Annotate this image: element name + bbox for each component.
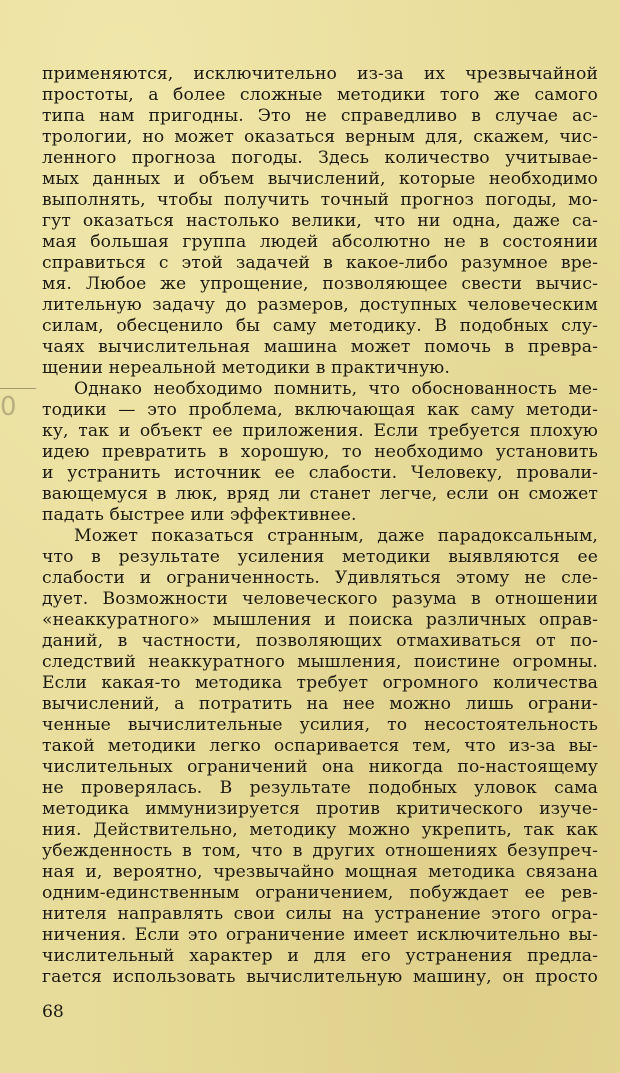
text-line: Если какая-то методика требует огромного количества [42, 673, 598, 693]
text-line: трологии, но может оказаться верным для, скажем, чис- [42, 127, 598, 147]
text-line: числительных ограничений она никогда по-настоящему [42, 757, 598, 777]
body-text [42, 64, 598, 988]
text-line: дует. Возможности человеческого разума в отношении [42, 589, 598, 609]
text-line: одним-единственным ограничением, побуждает ее рев- [42, 883, 598, 903]
text-line: такой методики легко оспаривается тем, что из-за вы- [42, 736, 598, 756]
text-line: ния. Действительно, методику можно укрепить, так как [42, 820, 598, 840]
text-line: типа нам пригодны. Это не справедливо в случае ас- [42, 106, 598, 126]
text-line: вычислений, а потратить на нее можно лишь ограни- [42, 694, 598, 714]
text-line: Может показаться странным, даже парадоксальным, [74, 526, 598, 546]
text-line: следствий неаккуратного мышления, поистине огромны. [42, 652, 598, 672]
text-line: мых данных и объем вычислений, которые необходимо [42, 169, 598, 189]
text-line: слабости и ограниченность. Удивляться этому не сле- [42, 568, 598, 588]
text-line: падать быстрее или эффективнее. [42, 505, 357, 525]
text-line: щении нереальной методики в практичную. [42, 358, 450, 378]
text-line: и устранить источник ее слабости. Человеку, провали- [42, 463, 598, 483]
text-line: ная и, вероятно, чрезвычайно мощная методика связана [42, 862, 598, 882]
text-line: гается использовать вычислительную машину, он просто [42, 967, 598, 987]
text-line: вающемуся в люк, вряд ли станет легче, если он сможет [42, 484, 598, 504]
text-line: лительную задачу до размеров, доступных человеческим [42, 295, 598, 315]
text-line: ничения. Если это ограничение имеет исключительно вы- [42, 925, 598, 945]
text-line: применяются, исключительно из-за их чрезвычайной [42, 64, 598, 84]
text-line: даний, в частности, позволяющих отмахиваться от по- [42, 631, 598, 651]
text-line: ченные вычислительные усилия, то несостоятельность [42, 715, 598, 735]
text-line: выполнять, чтобы получить точный прогноз погоды, мо- [42, 190, 598, 210]
text-line: методика иммунизируется против критического изуче- [42, 799, 598, 819]
text-line: Однако необходимо помнить, что обоснованность ме- [74, 379, 598, 399]
margin-pencil-dash [0, 388, 36, 389]
text-line: силам, обесценило бы саму методику. В подобных слу- [42, 316, 598, 336]
text-line: ку, так и объект ее приложения. Если требуется плохую [42, 421, 598, 441]
text-line: простоты, а более сложные методики того же самого [42, 85, 598, 105]
text-line: «неаккуратного» мышления и поиска различных оправ- [42, 610, 598, 630]
text-line: справиться с этой задачей в какое-либо разумное вре- [42, 253, 598, 273]
text-line: не проверялась. В результате подобных уловок сама [42, 778, 598, 798]
text-line: нителя направлять свои силы на устранение этого огра- [42, 904, 598, 924]
text-line: мя. Любое же упрощение, позволяющее свести вычис- [42, 274, 598, 294]
text-line: что в результате усиления методики выявляются ее [42, 547, 598, 567]
text-line: идею превратить в хорошую, то необходимо установить [42, 442, 598, 462]
text-line: мая большая группа людей абсолютно не в состоянии [42, 232, 598, 252]
margin-pencil-mark: 0 [0, 392, 17, 422]
text-line: ленного прогноза погоды. Здесь количество учитывае- [42, 148, 598, 168]
text-line: гут оказаться настолько велики, что ни одна, даже са- [42, 211, 598, 231]
text-line: тодики — это проблема, включающая как саму методи- [42, 400, 598, 420]
text-line: чаях вычислительная машина может помочь в превра- [42, 337, 598, 357]
text-line: числительный характер и для его устранения предла- [42, 946, 598, 966]
text-line: убежденность в том, что в других отношениях безупреч- [42, 841, 598, 861]
page-number: 68 [42, 1002, 64, 1022]
